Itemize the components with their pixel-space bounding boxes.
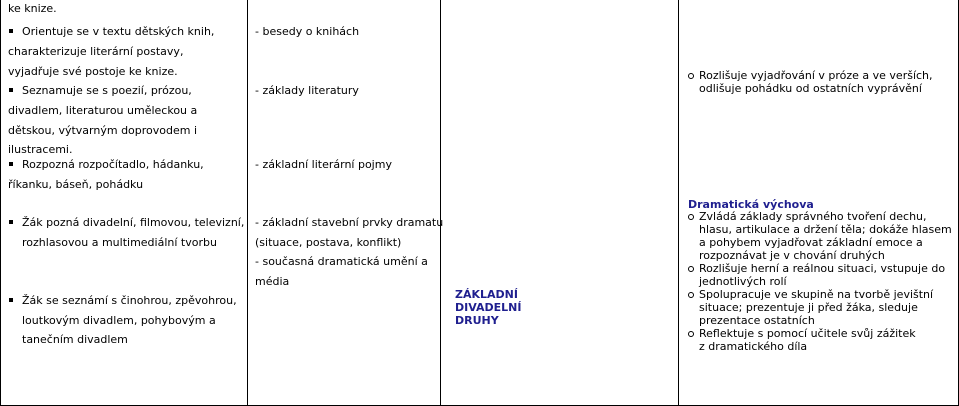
bullet-icon [688,331,694,337]
outcome-text: situace; prezentuje ji před žáka, sleduje [699,301,918,314]
bullet-icon [9,88,13,92]
column-divider-1 [247,0,248,406]
curriculum-text: - základní stavební prvky dramatu [255,216,444,229]
topic-title: DIVADELNÍ [455,301,522,314]
bullet-icon [688,292,694,298]
outcome-text: Zvládá základy správného tvoření dechu, [699,210,927,223]
bullet-icon [688,266,694,272]
column-divider-2 [440,0,441,406]
curriculum-text: - besedy o knihách [255,25,360,38]
section-heading: Dramatická výchova [688,198,814,211]
outcome-text: Rozpozná rozpočítadlo, hádanku, [22,158,204,171]
outcome-text: loutkovým divadlem, pohybovým a [22,314,216,327]
bullet-icon [9,162,13,166]
column-divider-3 [678,0,679,406]
outcome-text: hlasu, artikulace a držení těla; dokáže hlasem [699,223,952,236]
curriculum-text: (situace, postava, konflikt) [255,236,402,249]
outcome-text: rozpoznávat je v chování druhých [699,249,885,262]
outcome-text: odlišuje pohádku od ostatních vyprávění [699,82,922,95]
curriculum-text: média [255,275,290,288]
outcome-text: a pohybem vyjadřovat základní emoce a [699,236,923,249]
bullet-icon [9,220,13,224]
curriculum-text: - základní literární pojmy [255,158,392,171]
topic-title: ZÁKLADNÍ [455,288,518,301]
bullet-icon [9,29,13,33]
outcome-text: vyjadřuje své postoje ke knize. [8,65,178,78]
bullet-icon [9,298,13,302]
outcome-text: Reflektuje s pomocí učitele svůj zážitek [699,327,916,340]
table-border-left [0,0,1,406]
outcome-text: Žák pozná divadelní, filmovou, televizní, [22,216,245,229]
outcome-text: Žák se seznámí s činohrou, zpěvohrou, [22,294,237,307]
outcome-text: z dramatického díla [699,340,808,353]
outcome-text: prezentace ostatních [699,314,815,327]
curriculum-text: - základy literatury [255,84,359,97]
topic-title: DRUHY [455,314,499,327]
bullet-icon [688,214,694,220]
outcome-text: říkanku, báseň, pohádku [8,178,144,191]
outcome-text: divadlem, literaturou uměleckou a [8,104,198,117]
outcome-text: Orientuje se v textu dětských knih, [22,25,215,38]
outcome-text: charakterizuje literární postavy, [8,45,184,58]
outcome-text: jednotlivých rolí [699,275,787,288]
curriculum-text: - současná dramatická umění a [255,255,428,268]
outcome-text: dětskou, výtvarným doprovodem i [8,124,198,137]
outcome-text: rozhlasovou a multimediální tvorbu [22,236,217,249]
outcome-text: tanečním divadlem [22,333,128,346]
outcome-text: Seznamuje se s poezií, prózou, [22,84,192,97]
outcome-text: Spolupracuje ve skupině na tvorbě jevištní [699,288,934,301]
outcome-text: Rozlišuje herní a reálnou situaci, vstupuje do [699,262,946,275]
outcome-text: ilustracemi. [8,143,73,156]
outcome-text: Rozlišuje vyjadřování v próze a ve verších, [699,69,933,82]
outcome-text: ke knize. [8,2,57,15]
bullet-icon [688,73,694,79]
